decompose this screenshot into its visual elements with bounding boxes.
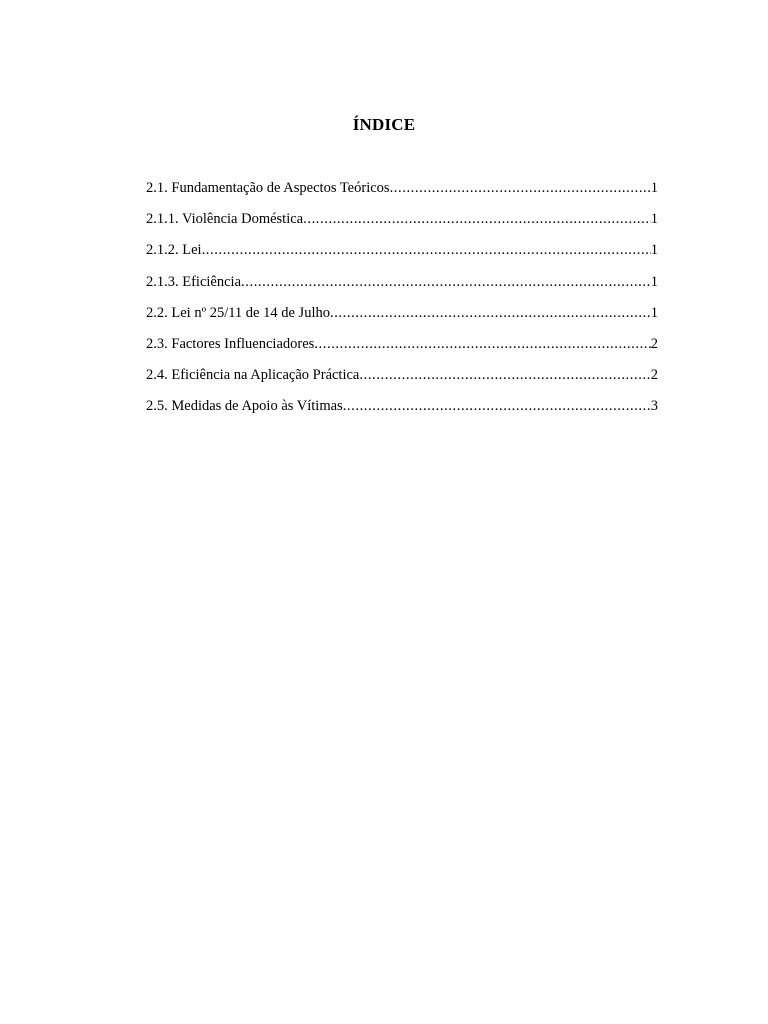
toc-entry[interactable] bbox=[146, 396, 658, 427]
toc-entry[interactable] bbox=[146, 365, 658, 396]
toc-dot-leader bbox=[241, 272, 651, 292]
toc-dot-leader bbox=[343, 396, 651, 416]
toc-entry[interactable] bbox=[146, 178, 658, 209]
toc-dot-leader bbox=[359, 365, 650, 385]
toc-dot-leader bbox=[390, 178, 651, 198]
toc-entry[interactable] bbox=[146, 240, 658, 271]
toc-entry-label: 2.4. Eficiência na Aplicação Práctica bbox=[146, 367, 360, 384]
toc-dot-leader bbox=[314, 334, 650, 354]
toc-dot-leader bbox=[330, 303, 651, 323]
toc-entry-label: 2.2. Lei nº 25/11 de 14 de Julho bbox=[146, 304, 330, 321]
toc-entry-page-number: 1 bbox=[650, 242, 658, 259]
table-of-contents bbox=[146, 178, 658, 428]
toc-entry-page-number: 2 bbox=[650, 367, 658, 384]
toc-entry-label: 2.1.3. Eficiência bbox=[146, 273, 242, 290]
toc-entry-label: 2.1.1. Violência Doméstica bbox=[146, 211, 304, 228]
toc-entry-label: 2.5. Medidas de Apoio às Vítimas bbox=[146, 398, 343, 415]
toc-entry-page-number: 1 bbox=[650, 273, 658, 290]
toc-entry[interactable] bbox=[146, 272, 658, 303]
toc-entry-label: 2.1.2. Lei bbox=[146, 242, 202, 259]
toc-entry-page-number: 1 bbox=[650, 211, 658, 228]
toc-entry[interactable] bbox=[146, 209, 658, 240]
toc-dot-leader bbox=[202, 240, 651, 260]
toc-entry-page-number: 3 bbox=[650, 398, 658, 415]
toc-entry-label: 2.3. Factores Influenciadores bbox=[146, 335, 315, 352]
toc-entry[interactable] bbox=[146, 303, 658, 334]
toc-entry-label: 2.1. Fundamentação de Aspectos Teóricos bbox=[146, 180, 390, 196]
toc-dot-leader bbox=[303, 209, 651, 229]
toc-entry-page-number: 1 bbox=[650, 180, 658, 196]
toc-entry[interactable] bbox=[146, 334, 658, 365]
page-title: ÍNDICE bbox=[352, 115, 416, 134]
toc-entry-page-number: 1 bbox=[650, 304, 658, 321]
toc-entry-page-number: 2 bbox=[650, 335, 658, 352]
